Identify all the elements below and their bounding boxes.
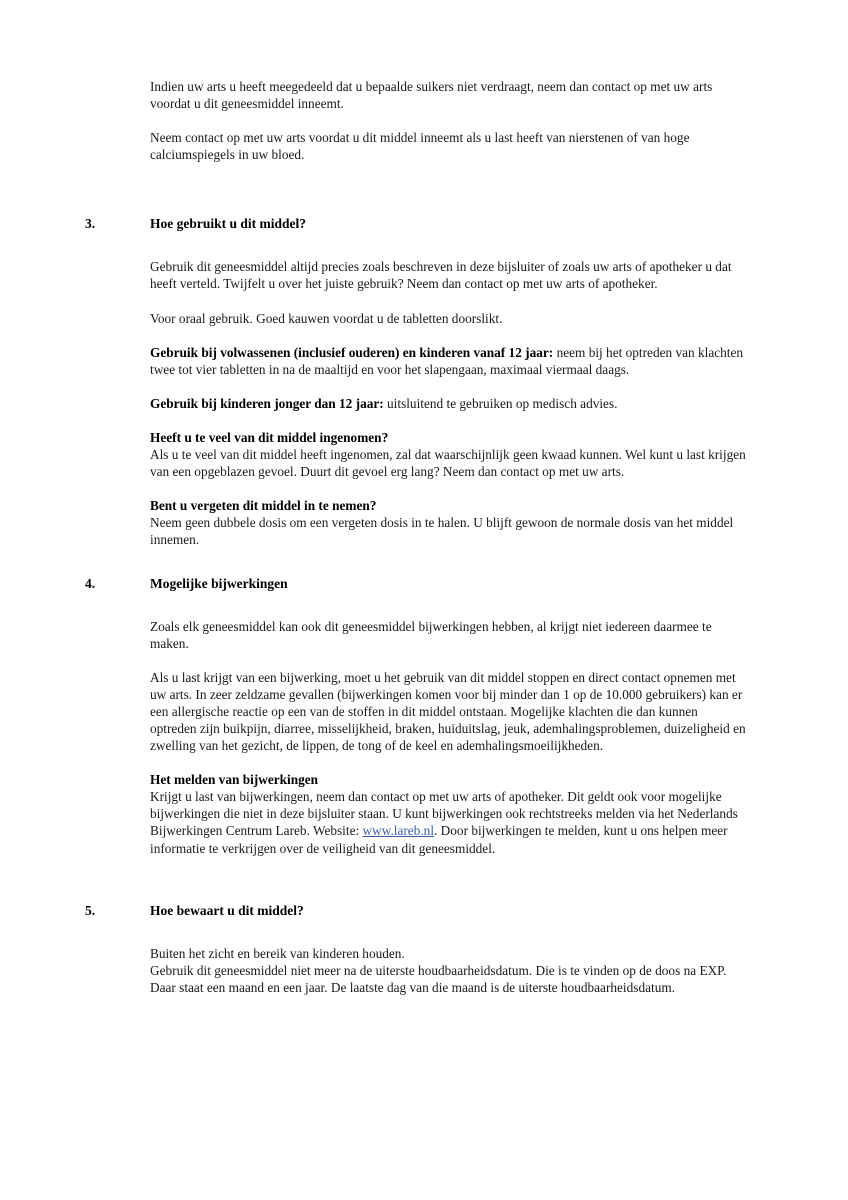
section4-paragraph-intro: Zoals elk geneesmiddel kan ook dit geneesmiddel bijwerkingen hebben, al krijgt niet iedereen daarmee te maken. [150,618,712,651]
dosing-adults-lead: Gebruik bij volwassenen (inclusief ouderen) en kinderen vanaf 12 jaar: [150,344,554,360]
section4-paragraph-allergic-reactions: Als u last krijgt van een bijwerking, moet u het gebruik van dit middel stoppen en direct contact opnemen met uw arts. In zeer zeldzame gevallen (bijwerkingen komen voor bij minder dan 1 op de 10.000 gebruikers) kan er een allergische reactie op een van de stoffen in dit middel ontstaan. Mogelijke klachten die dan kunnen optreden zijn buikpijn, diarree, misselijkheid, braken, huiduitslag, jeuk, ademhalingsproblemen, duizeligheid en zwelling van het gezicht, de lippen, de tong of de keel en ademhalingsmoeilijkheden. [150,669,746,754]
document-content [0,78,848,996]
subheading-missed-dose: Bent u vergeten dit middel in te nemen? [150,498,377,514]
section3-paragraph-overdose: Als u te veel van dit middel heeft ingenomen, zal dat waarschijnlijk geen kwaad kunnen. Wel kunt u last krijgen van een opgeblazen gevoel. Duurt dit gevoel erg lang? Neem dan contact op met uw arts. [150,447,746,480]
spacer [0,652,848,669]
section-number-3: 3. [85,216,96,232]
spacer [0,412,848,429]
section-heading-3 [0,215,848,232]
section5-paragraph-expiry: Gebruik dit geneesmiddel niet meer na de uiterste houdbaarheidsdatum. Die is te vinden op de doos na EXP. Daar staat een maand en een jaar. De laatste dag van die maand is de uiterste houdbaarheidsdatum. [150,962,727,995]
section-title-3: Hoe gebruikt u dit middel? [150,216,307,232]
subheading-reporting-side-effects: Het melden van bijwerkingen [150,772,319,788]
dosing-children-text: uitsluitend te gebruiken op medisch advies. [383,395,618,411]
reporting-text-before-link: Krijgt u last van bijwerkingen, neem dan contact op met uw arts of apotheker. Dit geldt ook voor mogelijke bijwerkingen die niet in deze bijsluiter staan. U kunt bijwerkingen ook rechtstreeks melden via het Nederlands Bijwerkingen Centrum Lareb. Website: [150,789,738,839]
spacer [0,480,848,497]
spacer [0,592,848,618]
spacer [0,549,848,575]
spacer [0,754,848,771]
reporting-text-after-link: . Door bijwerkingen te melden, kunt u ons helpen meer informatie te verkrijgen over de veiligheid van dit geneesmiddel. [150,823,728,856]
spacer [0,163,848,215]
section3-dosing-adults [150,344,746,378]
spacer [0,378,848,395]
spacer [0,293,848,310]
section-title-5: Hoe bewaart u dit middel? [150,902,304,918]
section-heading-5 [0,902,848,919]
section3-paragraph-usage-instructions: Gebruik dit geneesmiddel altijd precies zoals beschreven in deze bijsluiter of zoals uw arts of apotheker u dat heeft verteld. Twijfelt u over het juiste gebruik? Neem dan contact op met uw arts of apotheker. [150,259,732,292]
lareb-website-link[interactable]: www.lareb.nl [362,823,435,839]
dosing-children-lead: Gebruik bij kinderen jonger dan 12 jaar: [150,395,384,411]
spacer [0,327,848,344]
section4-paragraph-reporting [150,788,746,856]
dosing-adults-text: neem bij het optreden van klachten twee tot vier tabletten in na de maaltijd en voor het slapengaan, maximaal viermaal daags. [150,344,744,377]
section-number-5: 5. [85,902,96,918]
spacer [0,232,848,258]
section-title-4: Mogelijke bijwerkingen [150,575,288,591]
section-number-4: 4. [85,575,96,591]
section3-paragraph-missed-dose: Neem geen dubbele dosis om een vergeten dosis in te halen. U blijft gewoon de normale dosis van het middel innemen. [150,515,734,548]
intro-paragraph-sugars: Indien uw arts u heeft meegedeeld dat u bepaalde suikers niet verdraagt, neem dan contact op met uw arts voordat u dit geneesmiddel inneemt. [150,79,713,112]
section3-paragraph-oral-use: Voor oraal gebruik. Goed kauwen voordat u de tabletten doorslikt. [150,310,503,326]
intro-paragraph-kidney-stones: Neem contact op met uw arts voordat u dit middel inneemt als u last heeft van nierstenen of van hoge calciumspiegels in uw bloed. [150,130,690,163]
section5-paragraph-storage-children: Buiten het zicht en bereik van kinderen houden. [150,945,405,961]
spacer [0,919,848,945]
spacer [0,857,848,902]
subheading-overdose: Heeft u te veel van dit middel ingenomen? [150,429,389,445]
section-heading-4 [0,575,848,592]
section3-dosing-children [150,395,746,412]
spacer [0,112,848,129]
